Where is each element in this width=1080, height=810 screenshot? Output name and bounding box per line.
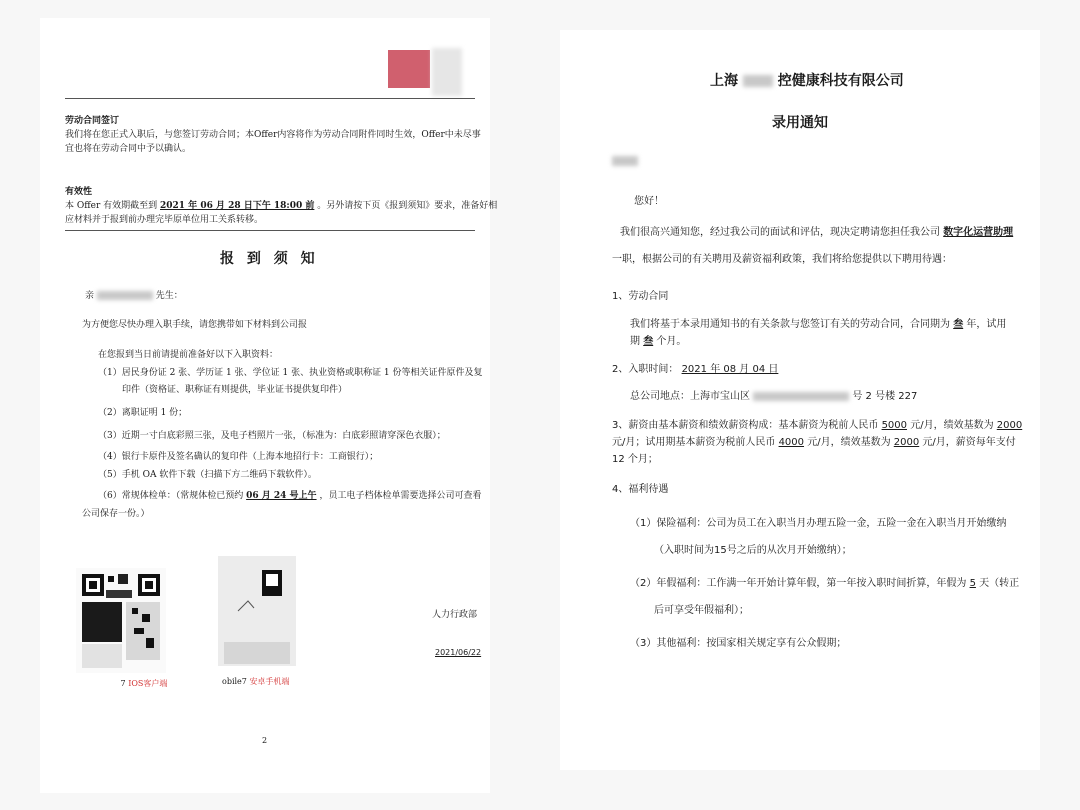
qr-code-ios-graphic [76, 568, 166, 673]
item-6-pre: （6）常规体检单：（常规体检已预约 [98, 491, 244, 501]
intro-line: 为方便您尽快办理入职手续，请您携带如下材料到公司报 [82, 320, 308, 330]
sec2-label: 2、入职时间： [612, 364, 679, 375]
redacted-name [97, 291, 153, 300]
section-3-line-b [612, 435, 1016, 451]
section-1-line-b [630, 334, 686, 350]
page-number: 2 [262, 736, 268, 745]
w2-a-pre: （2）年假福利：工作满一年开始计算年假，第一年按入职时间折算，年假为 [630, 578, 967, 589]
section-4-title: 4、福利待遇 [612, 484, 669, 495]
item-6-line-b: 公司保存一份。） [82, 509, 150, 519]
item-3: （3）近期一寸白底彩照三张，及电子档照片一张，（标准为：白底彩照请穿深色衣服）； [98, 431, 446, 441]
para1-line-a [620, 225, 1013, 241]
qr-android-caption [222, 676, 289, 687]
redacted-company [743, 75, 773, 87]
sec3-b-post: 元/月，薪资每年支付 [922, 437, 1016, 448]
contract-section-title: 劳动合同签订 [65, 116, 120, 126]
section-1-title: 1、劳动合同 [612, 291, 669, 302]
item-2: （2）离职证明 1 份； [98, 408, 188, 418]
item-1-line-a: （1）居民身份证 2 张、学历证 1 张、学位证 1 张、执业资格或职称证 1 份等相关证件原件及复 [98, 368, 483, 378]
offer-title: 录用通知 [772, 115, 828, 131]
greeting-pre: 亲 [85, 291, 95, 301]
validity-post: 。另外请按下页《报到须知》要求，准备好相 [317, 201, 498, 211]
section-3-line-a [612, 418, 1022, 434]
notice-date: 2021/06/22 [435, 648, 482, 657]
red-stamp-block [388, 50, 430, 88]
qr-code-android-graphic [218, 556, 296, 666]
offer-role: 数字化运营助理 [943, 227, 1014, 238]
contract-body-line-1: 我们将在您正式入职后，与您签订劳动合同；本Offer内容将作为劳动合同附件同时生效，Offer中未尽事 [65, 130, 481, 140]
validity-pre: 本 Offer 有效期截至到 [65, 201, 158, 211]
item-6-post: ，员工电子档体检单需要选择公司可查看 [319, 491, 482, 501]
redacted-header-block [432, 48, 462, 96]
sec1-b-pre: 期 [630, 336, 640, 347]
greeting-post: 先生： [155, 291, 183, 301]
qr-android-caption-label: 安卓手机端 [249, 677, 290, 686]
qr-ios-caption [118, 678, 167, 689]
company-name-post: 控健康科技有限公司 [777, 73, 904, 89]
item-6-date: 06 月 24 号上午 [246, 491, 317, 501]
sec3-b-pre: 元/月；试用期基本薪资为税前人民币 [612, 437, 776, 448]
section-2-line-a [612, 362, 778, 378]
section-3-line-c: 12 个月； [612, 454, 658, 465]
welfare-2-line-b: 后可享受年假福利）； [654, 605, 749, 616]
sec3-a-pre: 3、薪资由基本薪资和绩效薪资构成：基本薪资为税前人民币 [612, 420, 879, 431]
validity-body-line-1 [65, 199, 497, 213]
notice-title: 报 到 须 知 [220, 251, 319, 267]
left-document-page [40, 18, 498, 793]
right-document-page [560, 30, 1040, 770]
w2-a-post: 天（转正 [979, 578, 1020, 589]
sec1-a-post: 年，试用 [966, 319, 1007, 330]
sec1-a-pre: 我们将基于本录用通知书的有关条款与您签订有关的劳动合同，合同期为 [630, 319, 950, 330]
section-1-line-a [630, 317, 1006, 333]
sec3-a-mid: 元/月，绩效基数为 [910, 420, 994, 431]
welfare-3: （3）其他福利：按国家相关规定享有公众假期； [630, 638, 847, 649]
hr-department: 人力行政部 [432, 610, 478, 620]
welfare-1-line-b: （入职时间为15号之后的从次月开始缴纳）； [654, 545, 852, 556]
section-2-address [630, 389, 917, 405]
validity-body-line-2: 应材料并于报到前办理完毕原单位用工关系转移。 [65, 215, 264, 225]
start-date: 2021 年 08 月 04 日 [681, 364, 779, 375]
contract-body-line-2: 宜也将在劳动合同中予以确认。 [65, 144, 192, 154]
item-5: （5）手机 OA 软件下载（扫描下方二维码下载软件）。 [98, 470, 317, 480]
performance-base: 2000 [996, 420, 1023, 431]
welfare-2-line-a [630, 576, 1019, 592]
qr-code-android [218, 556, 296, 666]
qr-android-caption-pre: obile7 [222, 677, 247, 686]
item-1-line-b: 印件（资格证、职称证有则提供，毕业证书提供复印件） [122, 385, 348, 395]
annual-leave-days: 5 [969, 578, 976, 589]
validity-deadline: 2021 年 06 月 28 日下午 18:00 前 [160, 201, 315, 211]
offer-greeting: 您好！ [634, 196, 664, 207]
header-rule [65, 98, 475, 99]
base-salary: 5000 [881, 420, 908, 431]
para1-a-pre: 我们很高兴通知您，经过我公司的面试和评估，现决定聘请您担任我公司 [620, 227, 940, 238]
validity-rule [65, 230, 475, 231]
company-name-pre: 上海 [710, 73, 738, 89]
validity-section-title: 有效性 [65, 187, 93, 197]
para1-line-b: 一职，根据公司的有关聘用及薪资福利政策，我们将给您提供以下聘用待遇： [612, 254, 952, 265]
qr-ios-caption-pre: 7 [118, 679, 126, 688]
probation-term: 叁 [643, 336, 654, 347]
probation-base-salary: 4000 [778, 437, 805, 448]
redacted-recipient [612, 156, 638, 166]
address-pre: 总公司地点：上海市宝山区 [630, 391, 750, 402]
redacted-address [753, 392, 849, 401]
address-post: 号 2 号楼 227 [852, 391, 918, 402]
contract-term: 叁 [953, 319, 964, 330]
probation-performance-base: 2000 [893, 437, 920, 448]
welfare-1-line-a: （1）保险福利：公司为员工在入职当月办理五险一金，五险一金在入职当月开始缴纳 [630, 518, 1007, 529]
greeting-line [85, 289, 183, 303]
prep-line: 在您报到当日前请提前准备好以下入职资料： [98, 350, 279, 360]
item-4: （4）银行卡原件及签名确认的复印件（上海本地招行卡：工商银行）； [98, 452, 379, 462]
item-6-line-a [98, 489, 481, 503]
sec3-b-mid: 元/月，绩效基数为 [807, 437, 891, 448]
qr-ios-caption-label: IOS客户端 [128, 679, 168, 688]
company-name [710, 70, 904, 90]
sec1-b-post: 个月。 [656, 336, 687, 347]
qr-code-ios [76, 568, 166, 673]
